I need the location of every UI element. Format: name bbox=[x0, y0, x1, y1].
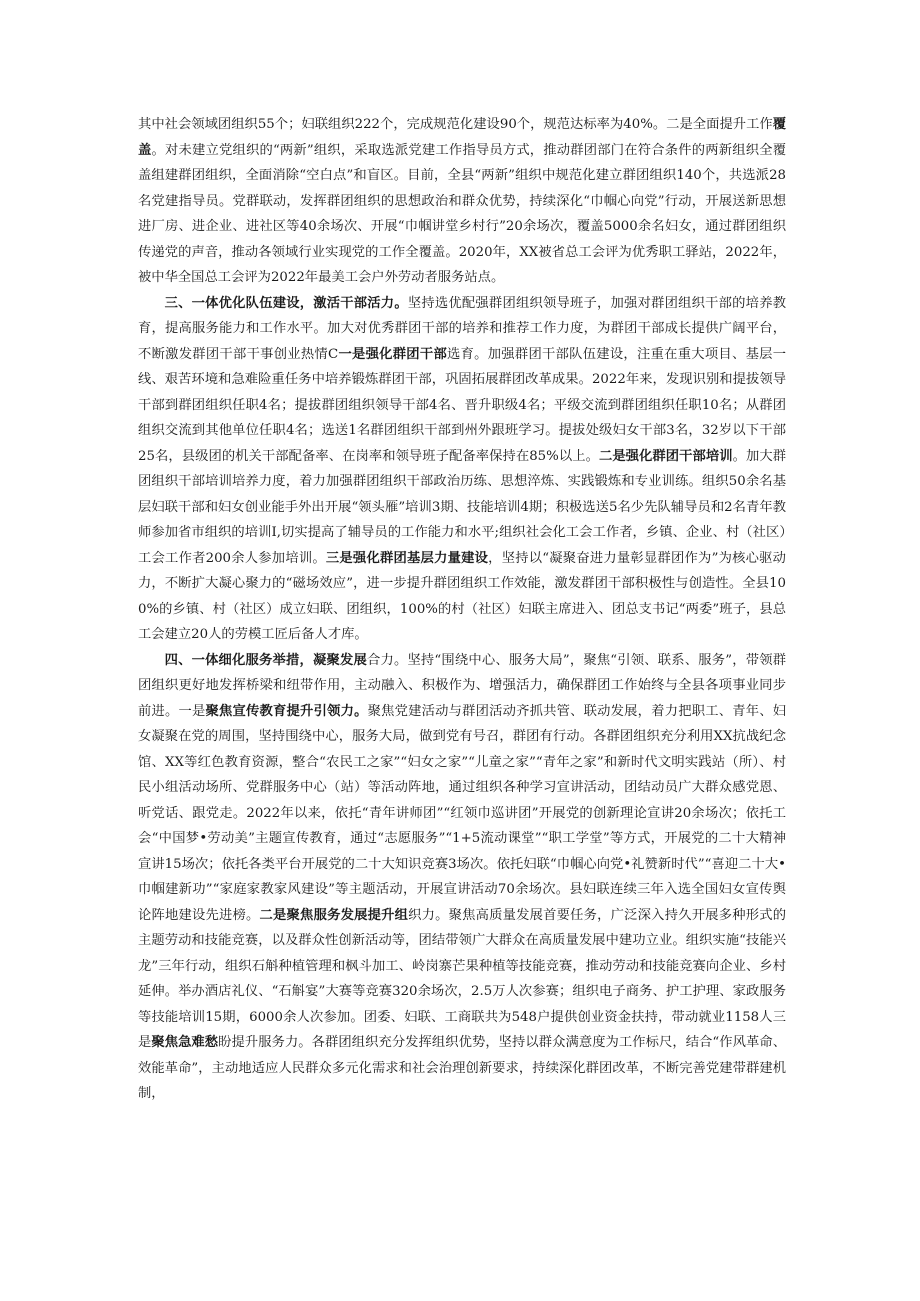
text-run: 坚持选优配强群团组织领导班子，加强对群团组织干部的培养教育，提高服务能力和工作水平。加大对优秀群团干部的培养和推荐工作力度，为群团干部成长提供广阔平台，不断激发群团干部干事创业热情C bbox=[138, 295, 787, 362]
bold-text-run: 三是强化群团基层力量建设 bbox=[325, 550, 489, 566]
text-run: 选育。加强群团干部队伍建设，注重在重大项目、基层一线、艰苦环境和急难险重任务中培养锻炼群团干部，巩固拓展群团改革成果。2022年来，发现识别和提拔领导干部到群团组织任职4名；提拔群团组织领导干部4名、晋升职级4名；平级交流到群团组织任职10名；从群团组织交流到其他单位任职4名；选送1名群团组织干部到州外跟班学习。提拔处级妇女干部3名，32岁以下干部25名，县级团的机关干部配备率、在岗率和领导班子配备率保持在85%以上。 bbox=[138, 346, 787, 464]
text-run: 。加大群团组织干部培训培养力度，着力加强群团组织干部政治历练、思想淬炼、实践锻炼和专业训练。组织50余名基层妇联干部和妇女创业能手外出开展“领头雁”培训3期、技能培训4期；积极选送5名少先队辅导员和2名青年教师参加省市组织的培训I,切实提高了辅导员的工作能力和水平;组织社会化工会工作者，乡镇、企业、村（社区）工会工作者200余人参加培训。 bbox=[138, 448, 787, 566]
paragraph bbox=[138, 648, 786, 1107]
bold-text-run: 三、一体优化队伍建设，激活干部活力。 bbox=[164, 295, 408, 311]
bold-text-run: 二是聚焦服务发展提升组 bbox=[259, 907, 409, 923]
text-run: 合力。坚持“围绕中心、服务大局”，聚焦“引领、联系、服务”，带领群团组织更好地发挥桥梁和纽带作用，主动融入、积极作为、增强活力，确保群团工作始终与全县各项事业同步前进。一是 bbox=[138, 652, 786, 719]
text-run: 织力。聚焦高质量发展首要任务，广泛深入持久开展多种形式的主题劳动和技能竞赛，以及群众性创新活动等，团结带领广大群众在高质量发展中建功立业。组织实施“技能兴龙”三年行动，组织石斛种植管理和枫斗加工、岭岗寨芒果种植等技能竞赛，推动劳动和技能竞赛向企业、乡村延伸。举办酒店礼仪、“石斛宴”大赛等竞赛320余场次，2.5万人次参赛；组织电子商务、护工护理、家政服务等技能培训15期，6000余人次参加。团委、妇联、工商联共为548户提供创业资金扶持，带动就业1158人三是 bbox=[138, 907, 787, 1050]
text-run: 盼提升服务力。各群团组织充分发挥组织优势，坚持以群众满意度为工作标尺，结合“作风革命、效能革命”，主动地适应人民群众多元化需求和社会治理创新要求，持续深化群团改革，不断完善党建带群建机制， bbox=[138, 1035, 787, 1101]
text-run: 其中社会领域团组织55个；妇联组织222个，完成规范化建设90个，规范达标率为40%。二是全面提升工作 bbox=[138, 117, 773, 132]
paragraph bbox=[138, 112, 786, 291]
text-run: 。对未建立党组织的“两新”组织，采取选派党建工作指导员方式，推动群团部门在符合条件的两新组织全覆盖组建群团组织，全面消除“空白点”和盲区。目前，全县“两新”组织中规范化建立群团组织140个，共选派28名党建指导员。党群联动，发挥群团组织的思想政治和群众优势，持续深化“巾帼心向党”行动，开展送新思想进厂房、进企业、进社区等40余场次、开展“巾帼讲堂乡村行”20余场次，覆盖5000余名妇女，通过群团组织传递党的声音，推动各领域行业实现党的工作全覆盖。2020年，XX被省总工会评为优秀职工驿站，2022年，被中华全国总工会评为2022年最美工会户外劳动者服务站点。 bbox=[138, 142, 786, 285]
bold-text-run: 聚焦急难愁 bbox=[151, 1035, 219, 1050]
bold-text-run: 聚焦宣传教育提升引领力。 bbox=[205, 703, 368, 719]
bold-text-run: 一是强化群团干部 bbox=[338, 346, 448, 362]
bold-text-run: 覆盖 bbox=[138, 117, 786, 158]
text-run: ，坚持以“凝聚奋进力量彰显群团作为”为核心驱动力，不断扩大凝心聚力的“磁场效应”，进一步提升群团组织工作效能，激发群团干部积极性与创造性。全县100%的乡镇、村（社区）成立妇联、团组织，100%的村（社区）妇联主席进入、团总支书记“两委”班子，县总工会建立20人的劳模工匠后备人才库。 bbox=[138, 550, 786, 642]
bold-text-run: 二是强化群团干部培训 bbox=[598, 448, 733, 464]
document-body bbox=[138, 112, 786, 1107]
paragraph bbox=[138, 291, 786, 648]
bold-text-run: 四、一体细化服务举措，凝聚发展 bbox=[164, 652, 367, 668]
text-run: 聚焦党建活动与群团活动齐抓共管、联动发展，着力把职工、青年、妇女凝聚在党的周围，坚持围绕中心，服务大局，做到党有号召，群团有行动。各群团组织充分利用XX抗战纪念馆、XX等红色教育资源，整合“农民工之家”“妇女之家”“儿童之家”“青年之家”和新时代文明实践站（所）、村民小组活动场所、党群服务中心（站）等活动阵地，通过组织各种学习宣讲活动，团结动员广大群众感党恩、听党话、跟党走。2022年以来，依托“青年讲师团”“红领巾巡讲团”开展党的创新理论宣讲20余场次；依托工会“中国梦•劳动美”主题宣传教育，通过“志愿服务”“1+5流动课堂”“职工学堂”等方式，开展党的二十大精神宣讲15场次；依托各类平台开展党的二十大知识竞赛3场次。依托妇联“巾帼心向党•礼赞新时代”“喜迎二十大•巾帼建新功”“家庭家教家风建设”等主题活动，开展宣讲活动70余场次。县妇联连续三年入选全国妇女宣传舆论阵地建设先进榜。 bbox=[138, 703, 787, 923]
